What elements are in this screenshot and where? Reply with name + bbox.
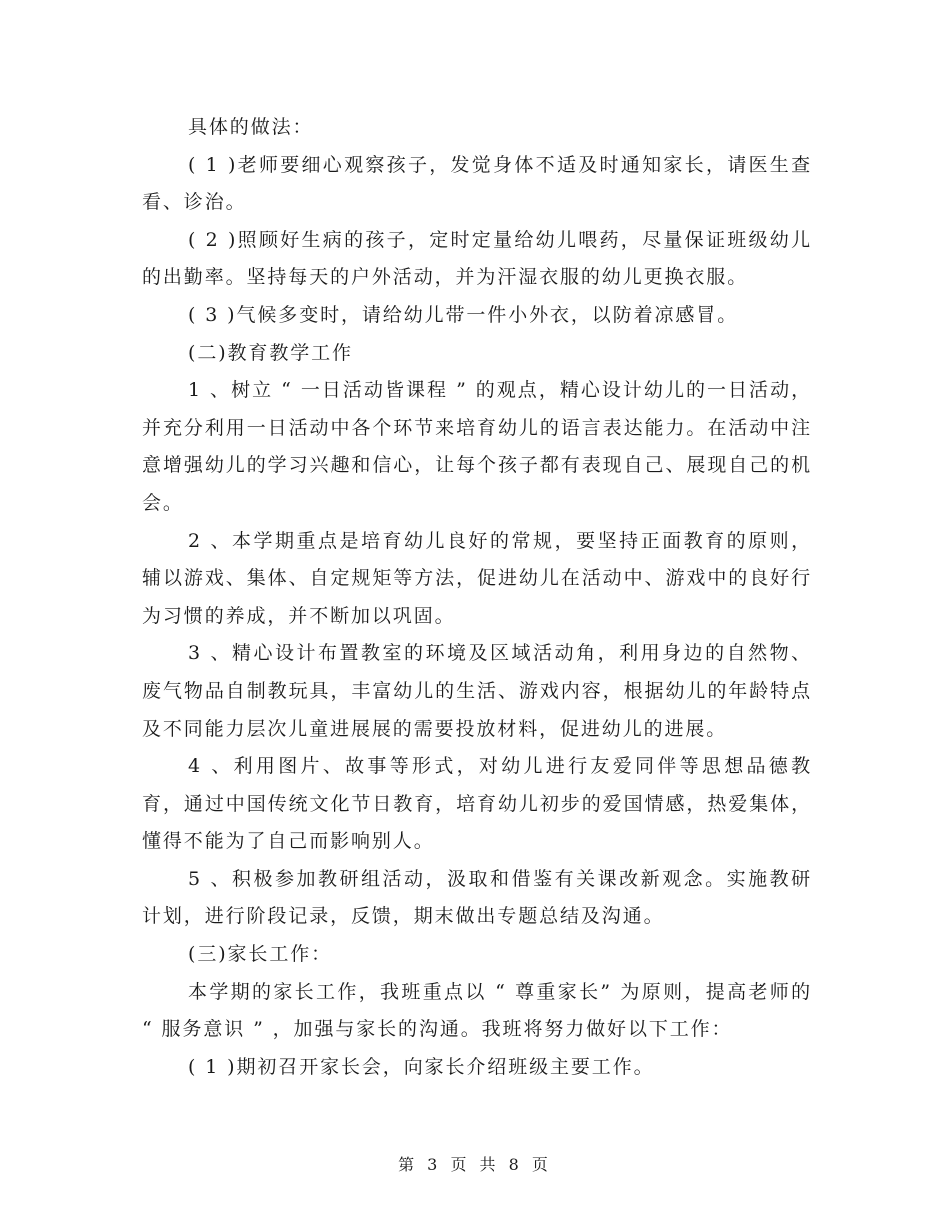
paragraph-parents-item-1: ( 1 )期初召开家长会，向家长介绍班级主要工作。 bbox=[188, 1055, 655, 1078]
paragraph-teaching-3: 3 、精心设计布置教室的环境及区域活动角，利用身边的自然物、废气物品自制教玩具，丰富幼儿的生活、游戏内容，根据幼儿的年龄特点及不同能力层次儿童进展展的需要投放材料，促进幼儿的进展。 bbox=[142, 642, 812, 740]
paragraph-method-heading: 具体的做法： bbox=[188, 116, 314, 138]
paragraph-teaching-1: 1 、树立 “ 一日活动皆课程 ” 的观点，精心设计幼儿的一日活动，并充分利用一日活动中各个环节来培育幼儿的语言表达能力。在活动中注意增强幼儿的学习兴趣和信心，让每个孩子都有表现自己、展现自己的机会。 bbox=[142, 379, 812, 514]
paragraph-teaching-5: 5 、积极参加教研组活动，汲取和借鉴有关课改新观念。实施教研计划，进行阶段记录，反馈，期末做出专题总结及沟通。 bbox=[142, 867, 812, 928]
paragraph-item-3-weather: ( 3 )气候多变时，请给幼儿带一件小外衣，以防着凉感冒。 bbox=[188, 303, 739, 326]
paragraph-item-2-care: ( 2 )照顾好生病的孩子，定时定量给幼儿喂药，尽量保证班级幼儿的出勤率。坚持每天的户外活动，并为汗湿衣服的幼儿更换衣服。 bbox=[142, 228, 812, 289]
page-number-footer: 第 3 页 共 8 页 bbox=[398, 1155, 552, 1174]
section-heading-parents: (三)家长工作： bbox=[188, 943, 333, 966]
paragraph-item-1-observe: ( 1 )老师要细心观察孩子，发觉身体不适及时通知家长，请医生查看、诊治。 bbox=[142, 153, 812, 214]
paragraph-teaching-4: 4 、利用图片、故事等形式，对幼儿进行友爱同伴等思想品德教育，通过中国传统文化节日教育，培育幼儿初步的爱国情感，热爱集体，懂得不能为了自己而影响别人。 bbox=[142, 755, 812, 853]
section-heading-teaching: (二)教育教学工作 bbox=[188, 341, 353, 364]
paragraph-parents-intro: 本学期的家长工作，我班重点以 “ 尊重家长” 为原则，提高老师的 “ 服务意识 ” ，加强与家长的沟通。我班将努力做好以下工作： bbox=[142, 980, 812, 1041]
paragraph-teaching-2: 2 、本学期重点是培育幼儿良好的常规，要坚持正面教育的原则，辅以游戏、集体、自定规矩等方法，促进幼儿在活动中、游戏中的良好行为习惯的养成，并不断加以巩固。 bbox=[142, 529, 812, 627]
document-body bbox=[142, 109, 812, 1086]
